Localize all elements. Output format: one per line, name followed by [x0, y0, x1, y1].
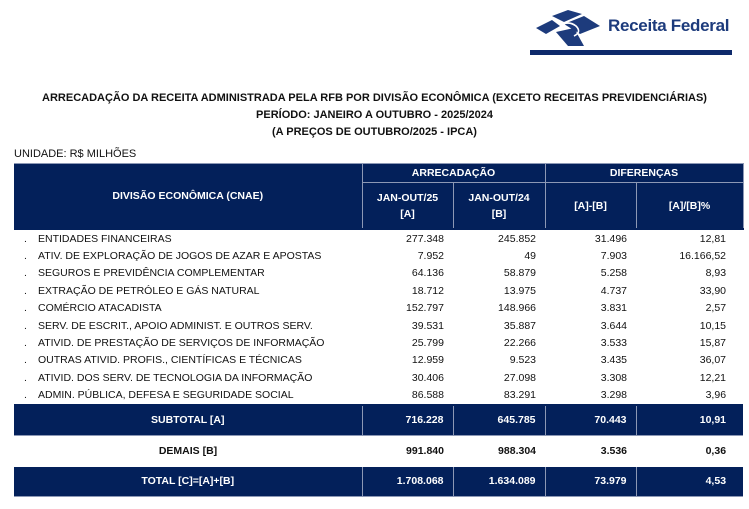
demais-pct: 0,36 — [636, 435, 743, 467]
cell-diff: 3.533 — [600, 337, 628, 350]
row-bullet: . — [24, 284, 27, 297]
row-bullet: . — [24, 319, 27, 332]
row-label: SERV. DE ESCRIT., APOIO ADMINIST. E OUTROS SERV. — [38, 319, 313, 332]
cell-b: 35.887 — [503, 319, 537, 332]
cell-diff: 3.435 — [600, 354, 628, 367]
report-price-basis: (A PREÇOS DE OUTUBRO/2025 - IPCA) — [272, 126, 477, 138]
cell-b: 9.523 — [509, 354, 537, 367]
cell-a: 18.712 — [411, 284, 444, 297]
unit-label: UNIDADE: R$ MILHÕES — [14, 148, 137, 160]
report-titles — [0, 90, 749, 141]
row-bullet: . — [24, 250, 27, 263]
header-division: DIVISÃO ECONÔMICA (CNAE) — [14, 164, 362, 230]
cell-b: 49 — [524, 250, 537, 263]
table-totals — [14, 405, 743, 497]
total-a: 1.708.068 — [362, 467, 453, 497]
cell-pct: 16.166,52 — [679, 250, 727, 263]
subtotal-pct: 10,91 — [636, 405, 743, 436]
subtotal-row — [14, 405, 743, 436]
cell-a: 86.588 — [362, 387, 453, 405]
cell-pct: 8,93 — [705, 267, 727, 280]
table-row — [14, 334, 743, 351]
header-col-a-period: JAN-OUT/25 — [376, 191, 439, 204]
total-diff: 73.979 — [545, 467, 636, 497]
cell-a: 152.797 — [406, 302, 444, 315]
cell-a: 30.406 — [411, 371, 444, 384]
cell-pct: 10,15 — [699, 319, 727, 332]
cell-pct: 33,90 — [699, 284, 727, 297]
subtotal-diff: 70.443 — [545, 405, 636, 436]
row-label: OUTRAS ATIVID. PROFIS., CIENTÍFICAS E TÉCNICAS — [38, 354, 302, 367]
table-row — [14, 300, 743, 317]
row-label: ATIVID. DOS SERV. DE TECNOLOGIA DA INFORMAÇÃO — [38, 371, 313, 384]
cell-pct: 2,57 — [705, 302, 727, 315]
cell-b: 13.975 — [503, 284, 537, 297]
table-row — [14, 317, 743, 334]
cell-diff: 3.298 — [545, 387, 636, 405]
total-label: TOTAL [C]=[A]+[B] — [14, 467, 362, 497]
cell-diff: 4.737 — [600, 284, 628, 297]
revenue-table — [14, 163, 744, 497]
cell-pct: 12,81 — [636, 229, 743, 247]
cell-diff: 3.831 — [600, 302, 628, 315]
row-bullet: . — [24, 354, 27, 367]
table-row — [14, 387, 743, 405]
report-period: PERÍODO: JANEIRO A OUTUBRO - 2025/2024 — [256, 109, 493, 121]
table-row — [14, 352, 743, 369]
cell-pct: 15,87 — [699, 337, 727, 350]
cell-a: 25.799 — [411, 337, 444, 350]
table-row — [14, 229, 743, 247]
total-b: 1.634.089 — [453, 467, 545, 497]
row-label: EXTRAÇÃO DE PETRÓLEO E GÁS NATURAL — [38, 284, 260, 297]
cell-diff: 31.496 — [545, 229, 636, 247]
cell-b: 148.966 — [498, 302, 537, 315]
row-label: ADMIN. PÚBLICA, DEFESA E SEGURIDADE SOCIAL — [38, 389, 294, 402]
row-bullet: . — [24, 389, 27, 402]
row-bullet: . — [24, 267, 27, 280]
row-bullet: . — [24, 337, 27, 350]
header-col-b-period: JAN-OUT/24 — [468, 191, 530, 204]
demais-a: 991.840 — [362, 435, 453, 467]
cell-a: 64.136 — [411, 267, 444, 280]
total-row — [14, 467, 743, 497]
table-row — [14, 265, 743, 282]
cell-diff: 7.903 — [600, 250, 628, 263]
header-col-b — [453, 183, 545, 230]
row-label: COMÉRCIO ATACADISTA — [38, 302, 162, 315]
brand-bar — [530, 50, 732, 55]
cell-pct: 3,96 — [636, 387, 743, 405]
cell-diff: 3.644 — [600, 319, 628, 332]
row-label: ATIVID. DE PRESTAÇÃO DE SERVIÇOS DE INFORMAÇÃO — [38, 337, 325, 350]
subtotal-label: SUBTOTAL [A] — [14, 405, 362, 436]
row-bullet: . — [24, 232, 27, 245]
report-title: ARRECADAÇÃO DA RECEITA ADMINISTRADA PELA RFB POR DIVISÃO ECONÔMICA (EXCETO RECEITAS PREVIDENCIÁRIAS) — [42, 92, 707, 104]
table-row — [14, 247, 743, 264]
demais-row — [14, 435, 743, 467]
brand-name: Receita Federal — [608, 16, 730, 35]
header-col-b-tag: [B] — [491, 207, 507, 220]
cell-b: 58.879 — [503, 267, 537, 280]
total-pct: 4,53 — [636, 467, 743, 497]
subtotal-b: 645.785 — [453, 405, 545, 436]
subtotal-a: 716.228 — [362, 405, 453, 436]
row-label: ENTIDADES FINANCEIRAS — [38, 232, 172, 245]
header-col-a-tag: [A] — [400, 207, 415, 220]
cell-b: 83.291 — [453, 387, 545, 405]
receita-federal-logo-icon — [534, 8, 606, 48]
cell-pct: 12,21 — [699, 371, 727, 384]
cell-pct: 36,07 — [699, 354, 727, 367]
cell-a: 12.959 — [411, 354, 444, 367]
table-body — [14, 229, 743, 405]
cell-a: 277.348 — [362, 229, 453, 247]
demais-b: 988.304 — [453, 435, 545, 467]
header-group-diferencas: DIFERENÇAS — [545, 164, 743, 183]
header-col-diff: [A]-[B] — [545, 183, 636, 230]
cell-b: 27.098 — [503, 371, 537, 384]
cell-b: 22.266 — [503, 337, 537, 350]
demais-diff: 3.536 — [545, 435, 636, 467]
row-label: ATIV. DE EXPLORAÇÃO DE JOGOS DE AZAR E APOSTAS — [38, 250, 322, 263]
demais-label: DEMAIS [B] — [14, 435, 362, 467]
header-col-a — [362, 183, 453, 230]
cell-diff: 5.258 — [600, 267, 628, 280]
table-row — [14, 369, 743, 386]
cell-a: 39.531 — [411, 319, 444, 332]
table-row — [14, 282, 743, 299]
row-label: SEGUROS E PREVIDÊNCIA COMPLEMENTAR — [38, 267, 265, 280]
receita-federal-logo — [530, 4, 732, 50]
header-col-pct: [A]/[B]% — [636, 183, 743, 230]
row-bullet: . — [24, 371, 27, 384]
row-bullet: . — [24, 302, 27, 315]
cell-a: 7.952 — [417, 250, 444, 263]
cell-diff: 3.308 — [600, 371, 628, 384]
cell-b: 245.852 — [453, 229, 545, 247]
header-group-arrecadacao: ARRECADAÇÃO — [362, 164, 545, 183]
